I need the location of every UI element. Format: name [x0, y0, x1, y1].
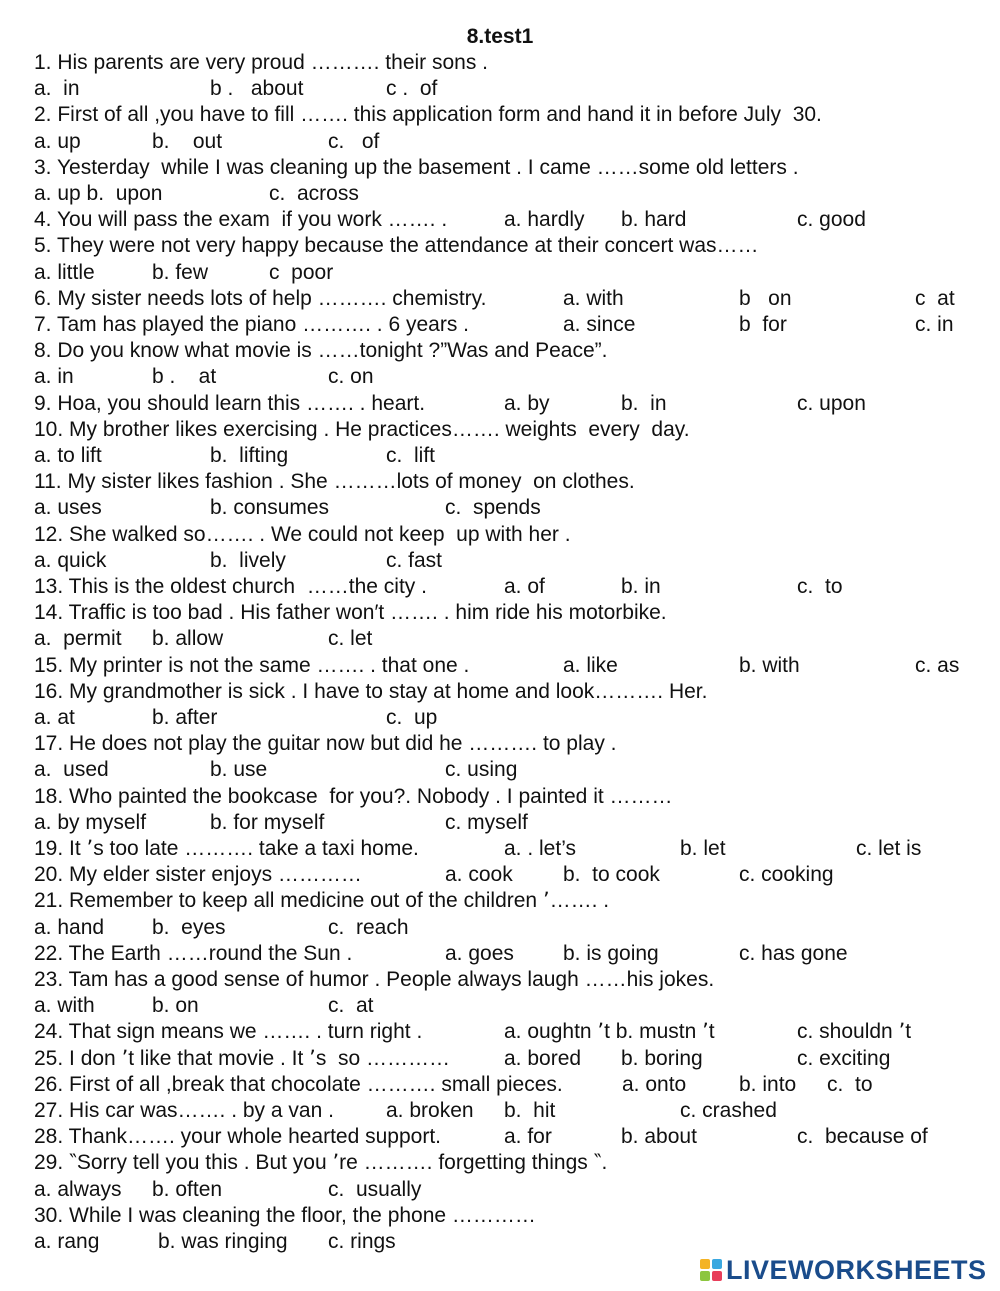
answer-option: c. lift [386, 444, 436, 467]
liveworksheets-logo [700, 1253, 987, 1287]
answer-options-line [34, 705, 994, 731]
answer-option: b. for myself [210, 810, 325, 834]
question-line [34, 312, 994, 338]
answer-option: c. has gone [739, 941, 848, 965]
answer-option: a. in [34, 365, 74, 389]
question-line [34, 731, 994, 757]
answer-option: c. as [915, 653, 960, 677]
answer-option: b. after [152, 706, 218, 729]
answer-option: b. in [621, 575, 661, 598]
answer-option: a. little [34, 260, 95, 284]
answer-option: b . at [152, 365, 217, 389]
answer-option: a. to lift [34, 444, 102, 467]
logo-square-4 [712, 1271, 722, 1281]
answer-option: c. exciting [797, 1046, 891, 1070]
answer-option: c. cooking [739, 863, 834, 887]
question-text: 10. My brother likes exercising . He practices……. weights every day. [34, 417, 690, 441]
question-line [34, 286, 994, 312]
answer-option: b. use [210, 758, 268, 782]
answer-option: c. spends [445, 496, 541, 520]
answer-option: b . about [210, 77, 304, 101]
answer-option: a. at [34, 706, 75, 729]
answer-option: a. permit [34, 627, 122, 651]
answer-option: b. about [621, 1125, 697, 1149]
answer-option: a. broken [386, 1099, 474, 1122]
answer-option: a. up [34, 129, 81, 153]
answer-option: b. lifting [210, 444, 289, 467]
question-text: 21. Remember to keep all medicine out of the children ՚……. . [34, 889, 610, 913]
question-line [34, 391, 994, 417]
question-line [34, 417, 994, 443]
answer-option: b for [739, 313, 787, 336]
question-text: 29. ‶Sorry tell you this . But you ՚re ………. forgetting things ‶. [34, 1151, 608, 1175]
answer-options-line [34, 757, 994, 783]
answer-option: a. onto [622, 1072, 687, 1096]
question-text: 13. This is the oldest church ……the city . [34, 575, 427, 598]
answer-option: a. quick [34, 548, 107, 572]
answer-option: c at [915, 286, 955, 310]
question-text: 11. My sister likes fashion . She ………lots of money on clothes. [34, 470, 635, 494]
question-text: 27. His car was……. . by a van . [34, 1099, 334, 1122]
answer-option: b. often [152, 1177, 223, 1201]
question-text: 17. He does not play the guitar now but did he ………. to play . [34, 732, 617, 756]
answer-options-line [34, 364, 994, 390]
answer-option: b. into [739, 1072, 797, 1096]
answer-option: c. good [797, 208, 866, 232]
question-text: 30. While I was cleaning the floor, the phone ………… [34, 1203, 536, 1227]
answer-option: a. oughtn ՚t b. mustn ՚t [504, 1020, 715, 1044]
answer-option: c. across [269, 182, 359, 205]
question-text: 24. That sign means we ……. . turn right . [34, 1020, 423, 1044]
question-line [34, 338, 994, 364]
answer-option: a. bored [504, 1046, 582, 1070]
answer-options-line [34, 129, 994, 155]
answer-option: a. cook [445, 863, 513, 887]
question-line [34, 967, 994, 993]
question-line [34, 653, 994, 679]
answer-option: c. reach [328, 915, 409, 939]
answer-option: b. on [152, 994, 199, 1018]
answer-option: b. allow [152, 627, 224, 651]
answer-option: a. by [504, 391, 550, 415]
answer-option: b. consumes [210, 496, 330, 520]
liveworksheets-brand: LIVEWORKSHEETS [726, 1254, 987, 1285]
answer-option: a. like [563, 653, 618, 677]
answer-options-line [34, 626, 994, 652]
answer-option: b. in [621, 391, 667, 415]
answer-option: b. to cook [563, 863, 660, 887]
answer-options-line [34, 993, 994, 1019]
question-line [34, 155, 994, 181]
question-line [34, 1203, 994, 1229]
answer-option: a. always [34, 1177, 122, 1201]
answer-options-line [34, 260, 994, 286]
answer-option: c. myself [445, 810, 528, 834]
question-line [34, 784, 994, 810]
answer-options-line [34, 76, 994, 102]
question-text: 19. It ՚s too late ………. take a taxi home. [34, 837, 419, 860]
answer-options-line [34, 1229, 994, 1255]
question-line [34, 836, 994, 862]
answer-option: a. with [34, 994, 95, 1018]
question-line [34, 1019, 994, 1045]
question-line [34, 1046, 994, 1072]
answer-option: a. with [563, 286, 624, 310]
answer-option: a. uses [34, 496, 102, 520]
question-line [34, 102, 994, 128]
question-text: 8. Do you know what movie is ……tonight ?”Was and Peace”. [34, 339, 608, 363]
question-text: 25. I don ՚t like that movie . It ՚s so ………… [34, 1046, 451, 1070]
answer-option: c. fast [386, 548, 443, 572]
question-line [34, 574, 994, 600]
question-text: 23. Tam has a good sense of humor . People always laugh ……his jokes. [34, 968, 715, 991]
answer-option: c. of [328, 129, 380, 153]
answer-option: a. in [34, 77, 80, 101]
question-line [34, 941, 994, 967]
question-line [34, 600, 994, 626]
question-text: 16. My grandmother is sick . I have to stay at home and look………. Her. [34, 679, 708, 703]
question-text: 3. Yesterday while I was cleaning up the basement . I came ……some old letters . [34, 155, 799, 179]
question-line [34, 1098, 994, 1124]
answer-option: c. because of [797, 1125, 928, 1149]
answer-option: c. up [386, 706, 438, 729]
answer-option: b on [739, 286, 792, 310]
question-line [34, 1124, 994, 1150]
answer-option: c . of [386, 77, 438, 101]
answer-options-line [34, 1177, 994, 1203]
question-line [34, 888, 994, 914]
liveworksheets-logo-icon [700, 1259, 722, 1281]
question-text: 15. My printer is not the same ……. . that one . [34, 653, 470, 677]
answer-options-line [34, 443, 994, 469]
question-line [34, 862, 994, 888]
question-line [34, 233, 994, 259]
answer-option: c. upon [797, 391, 866, 415]
answer-option: c. shouldn ՚t [797, 1020, 912, 1044]
question-text: 6. My sister needs lots of help ………. chemistry. [34, 286, 487, 310]
answer-options-line [34, 548, 994, 574]
answer-option: c. to [797, 575, 843, 598]
question-line [34, 50, 994, 76]
answer-option: c. usually [328, 1177, 422, 1201]
answer-option: b. out [152, 129, 223, 153]
answer-option: a. since [563, 313, 636, 336]
answer-option: b. lively [210, 548, 286, 572]
question-line [34, 1150, 994, 1176]
answer-options-line [34, 181, 994, 207]
answer-option: c. on [328, 365, 374, 389]
question-line [34, 469, 994, 495]
answer-option: b. eyes [152, 915, 226, 939]
answer-option: c. let is [856, 837, 922, 860]
answer-option: a. for [504, 1125, 552, 1149]
answer-options-line [34, 495, 994, 521]
question-text: 2. First of all ,you have to fill ……. this application form and hand it in before July 30. [34, 103, 822, 127]
question-text: 26. First of all ,break that chocolate ………. small pieces. [34, 1072, 563, 1096]
answer-option: a. of [504, 575, 545, 598]
question-text: 14. Traffic is too bad . His father won′t ……. . him ride his motorbike. [34, 601, 667, 625]
question-text: 9. Hoa, you should learn this ……. . heart. [34, 391, 426, 415]
question-text: 4. You will pass the exam if you work ……. . [34, 208, 448, 232]
answer-option: b. was ringing [158, 1230, 288, 1253]
question-text: 22. The Earth ……round the Sun . [34, 941, 353, 965]
question-text: 1. His parents are very proud ………. their sons . [34, 51, 489, 74]
question-text: 12. She walked so……. . We could not keep up with her . [34, 522, 571, 546]
question-text: 20. My elder sister enjoys ………… [34, 863, 362, 887]
question-line [34, 679, 994, 705]
question-line [34, 522, 994, 548]
answer-option: b. boring [621, 1046, 703, 1070]
answer-options-line [34, 915, 994, 941]
answer-option: c. let [328, 627, 373, 651]
answer-option: b. with [739, 653, 800, 677]
question-text: 7. Tam has played the piano ………. . 6 years . [34, 313, 470, 336]
answer-option: a. rang [34, 1230, 100, 1253]
logo-square-2 [712, 1259, 722, 1269]
answer-option: b. is going [563, 941, 659, 965]
question-line [34, 1072, 994, 1098]
answer-option: a. . let’s [504, 837, 576, 860]
answer-options-line [34, 810, 994, 836]
answer-option: b. let [680, 837, 726, 860]
question-text: 18. Who painted the bookcase for you?. Nobody . I painted it ……… [34, 784, 673, 808]
answer-option: a. goes [445, 941, 514, 965]
question-line [34, 207, 994, 233]
answer-option: a. up b. upon [34, 182, 163, 205]
answer-option: a. hand [34, 915, 105, 939]
answer-option: b. hit [504, 1099, 556, 1122]
answer-option: a. hardly [504, 208, 585, 232]
answer-option: c. using [445, 758, 518, 782]
answer-option: c. at [328, 994, 374, 1018]
answer-option: c. crashed [680, 1099, 777, 1122]
question-text: 5. They were not very happy because the attendance at their concert was…… [34, 234, 759, 258]
answer-option: c. to [827, 1072, 873, 1096]
answer-option: a. used [34, 758, 109, 782]
worksheet-title: 8.test1 [466, 25, 534, 48]
logo-square-3 [700, 1271, 710, 1281]
answer-option: b. few [152, 260, 209, 284]
question-text: 28. Thank……. your whole hearted support. [34, 1125, 442, 1149]
answer-option: a. by myself [34, 810, 147, 834]
answer-option: c. in [915, 313, 954, 336]
answer-option: c. rings [328, 1230, 396, 1253]
answer-option: c poor [269, 260, 334, 284]
answer-option: b. hard [621, 208, 687, 232]
logo-square-1 [700, 1259, 710, 1269]
